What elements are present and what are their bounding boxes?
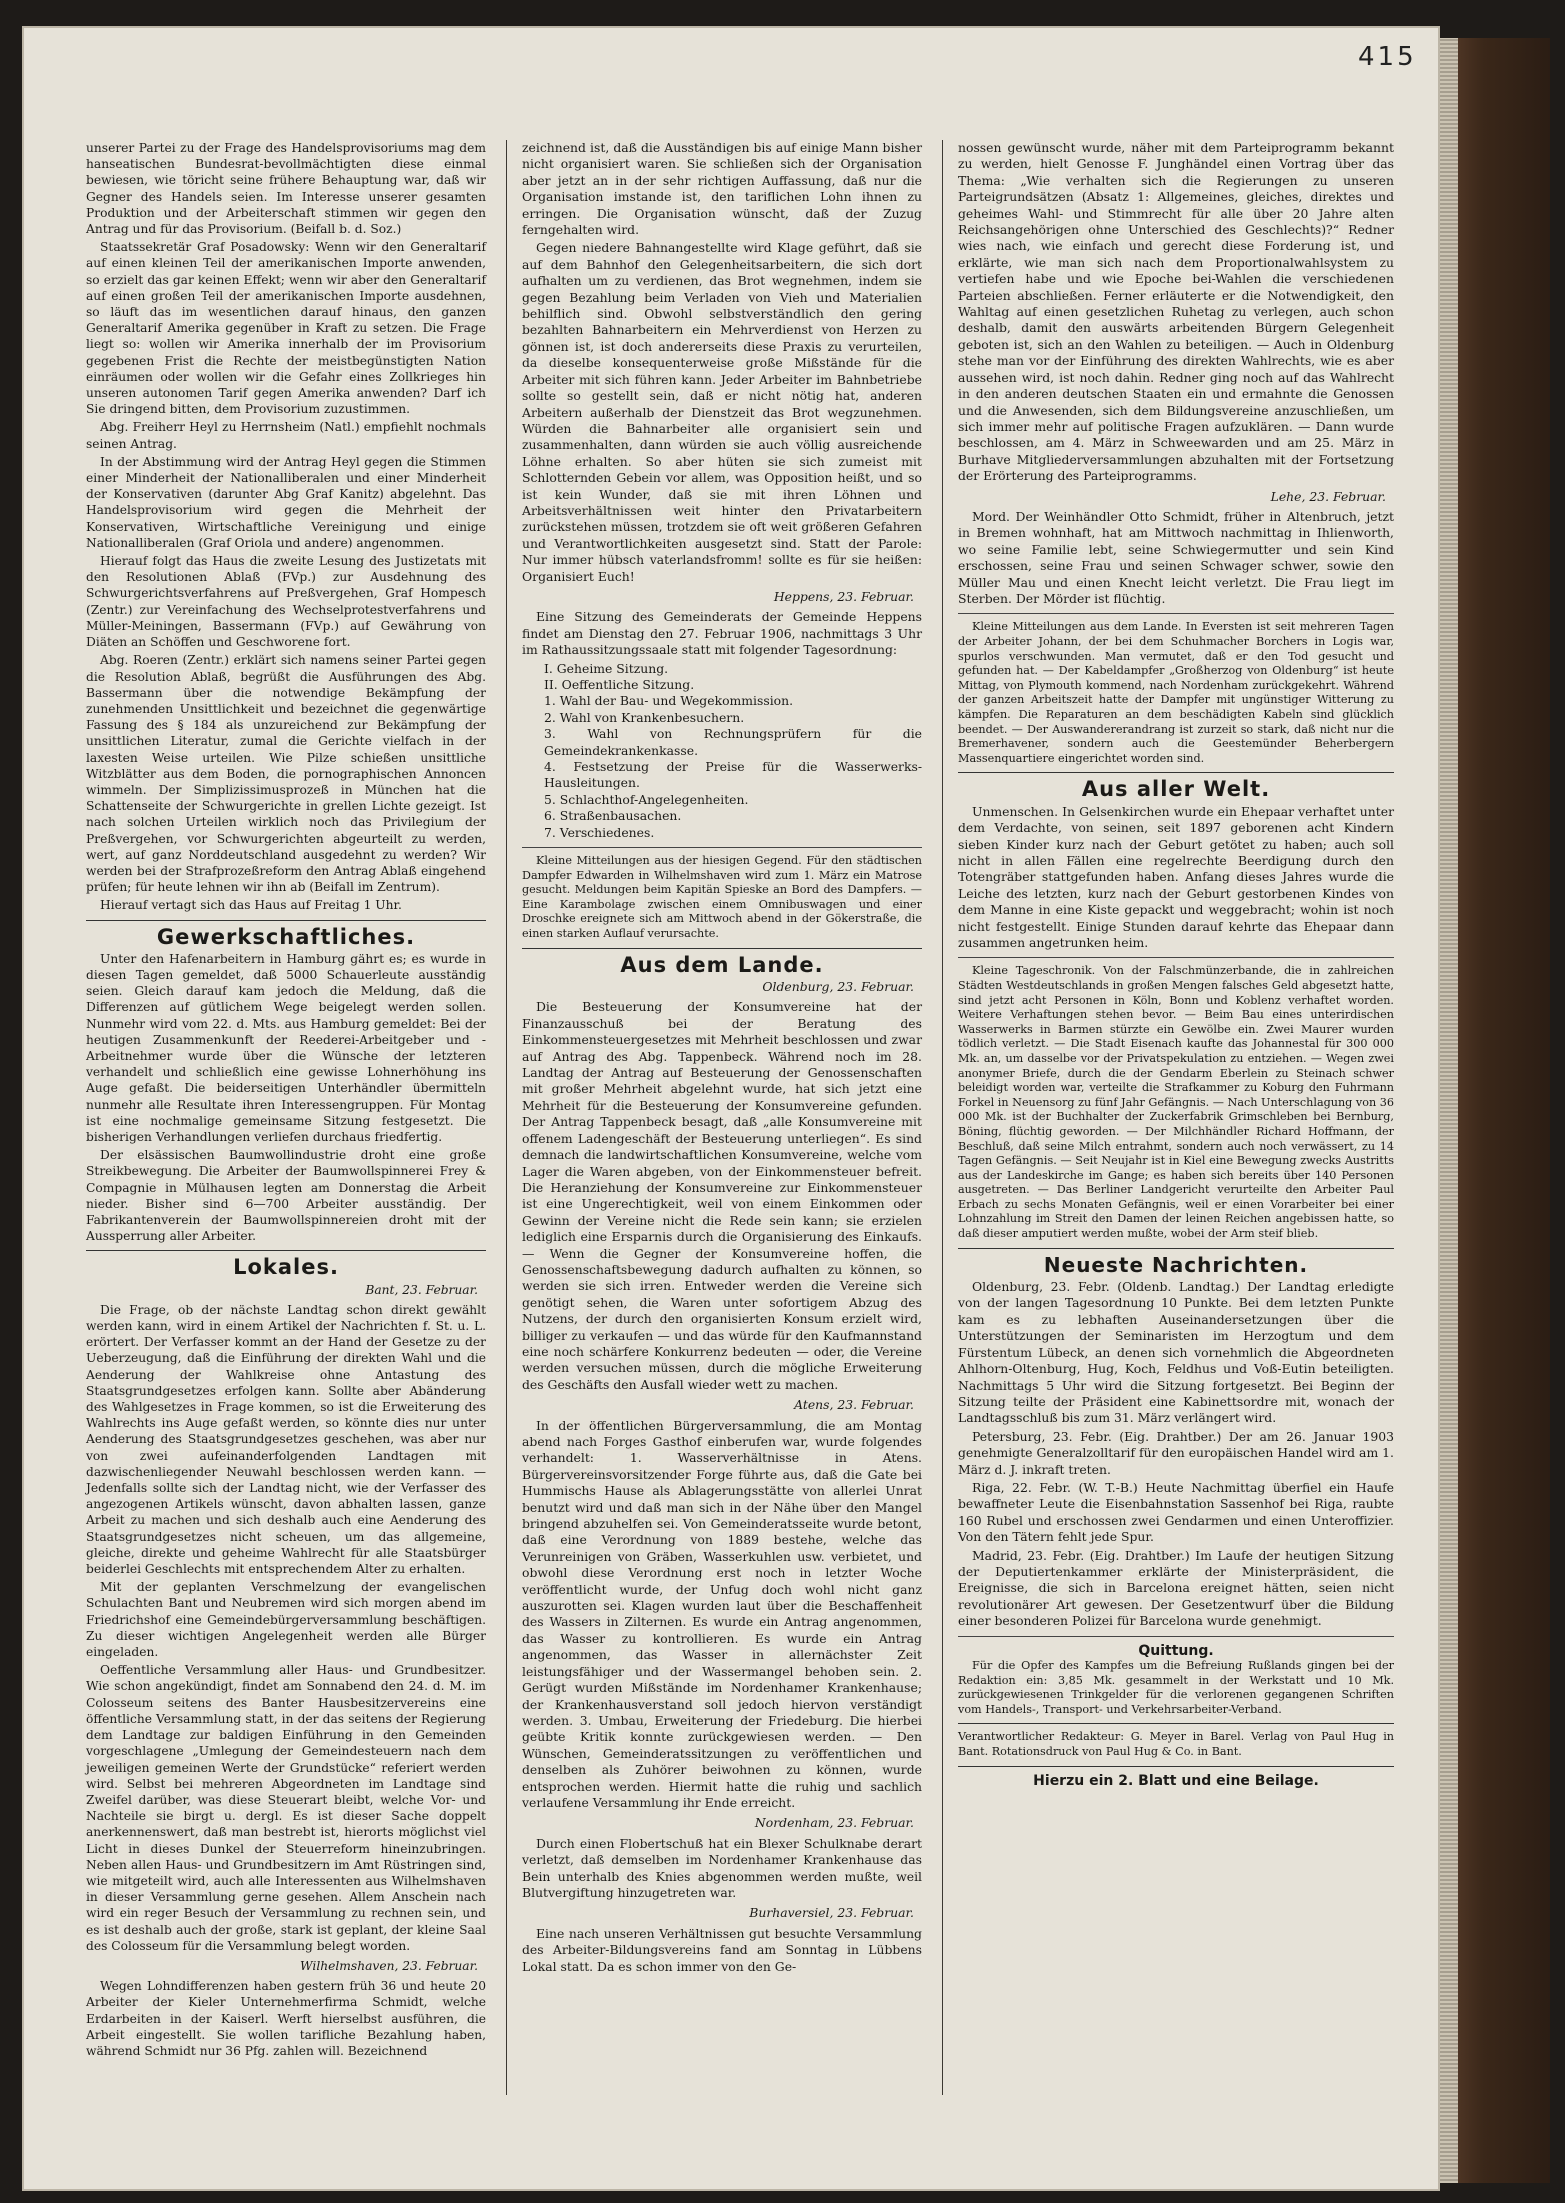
quittung-text: Für die Opfer des Kampfes um die Befreiung Rußlands gingen bei der Redaktion ein: 3,85 Mk. gesammelt in der Werkstatt und 10 Mk. zurückgewiesenen Trinkgelder für die verlorenen gegangenen Schriften vom Handels-, Transport- und Verkehrsarbeiter-Verband. <box>958 1659 1394 1716</box>
column-2 <box>522 140 922 1977</box>
column-3 <box>958 140 1394 1789</box>
section-rule <box>522 948 922 949</box>
section-heading-neueste-nachrichten: Neueste Nachrichten. <box>1043 1252 1309 1277</box>
article-paragraph: Staatssekretär Graf Posadowsky: Wenn wir den Generaltarif auf einen kleinen Teil der amerikanischen Importe anwenden, so erzielt das gar keinen Effekt; wenn wir aber den Generaltarif auf einen großen Teil der amerikanischen Importe ausdehnen, so läuft das im wesentlichen darauf hinaus, den ganzen Generaltarif Amerika gegenüber in Kraft zu setzen. Die Frage liegt so: wollen wir Amerika innerhalb der im Provisorium gegebenen Frist die Rechte der meistbegünstigten Nation einräumen oder wollen wir die Gefahr eines Zollkrieges hin unseren autonomen Tarif gegen Amerika anwenden? Darf ich Sie dringend bitten, dem Provisorium zuzustimmen. <box>86 240 486 417</box>
article-paragraph: Mord. Der Weinhändler Otto Schmidt, früher in Altenbruch, jetzt in Bremen wohnhaft, hat am Mittwoch nachmittag in Ihlienworth, wo seine Familie lebt, seine Schwiegermutter und sein Kind erschossen, seine Frau und seinen Schwager schwer, sowie den Müller Mau und einen Knecht leicht verletzt. Die Frau liegt im Sterben. Der Mörder ist flüchtig. <box>958 508 1394 606</box>
section-rule <box>86 920 486 921</box>
section-rule <box>86 1250 486 1251</box>
article-paragraph: Mit der geplanten Verschmelzung der evangelischen Schulachten Bant und Neubremen wird sich morgen abend im Friedrichshof eine Gemeindebürgerversammlung beschäftigen. Zu dieser wichtigen Angelegenheit werden alle Bürger eingeladen. <box>86 1580 486 1660</box>
page-edges <box>1440 38 1458 2183</box>
dateline: Nordenham, 23. Februar. <box>754 1815 914 1831</box>
article-paragraph: Abg. Roeren (Zentr.) erklärt sich namens seiner Partei gegen die Resolution Ablaß, begrüßt die Ausführungen des Abg. Bassermann über die notwendige Bekämpfung der zunehmenden Unsittlichkeit und bezeichnet die gegenwärtige Fassung des § 184 als unzureichend zur Bekämpfung der unsittlichen Literatur, zumal die Gerichte vielfach in der laxesten Weise urteilen. Wie Pilze schießen unsittliche Witzblätter aus dem Boden, die pornographischen Annoncen wimmeln. Der Simplizissimusprozeß in München hat die Schattenseite der Schwurgerichte in grellen Lichte gezeigt. Ist nach solchen Urteilen wirklich noch das Privilegium der Preßvergehen, vor Schwurgerichten abgeurteilt zu werden, wert, auf ganz Norddeutschland ausgedehnt zu werden? Wir werden bei der Strafprozeßreform den Antrag Ablaß eingehend prüfen; für heute lehnen wir ihn ab (Beifall im Zentrum). <box>86 653 486 895</box>
quittung-heading: Quittung. <box>1138 1642 1214 1659</box>
section-rule <box>522 847 922 848</box>
article-paragraph: Unter den Hafenarbeitern in Hamburg gährt es; es wurde in diesen Tagen gemeldet, daß 5000 Schauerleute ausständig seien. Gleich darauf kam jedoch die Meldung, daß die Differenzen auf gütlichem Wege beigelegt werden sollen. Nunmehr wird vom 22. d. Mts. aus Hamburg gemeldet: Bei der heutigen Zusammenkunft der Reederei-Arbeitgeber und -Arbeitnehmer wurde über die Wünsche der letzteren verhandelt und schließlich eine gewisse Lohnerhöhung ins Auge gefaßt. Die beiderseitigen Unterhändler übermitteln nunmehr alle Resultate ihren Interessengruppen. Für Montag ist eine nochmalige gemeinsame Sitzung festgesetzt. Die bisherigen Verhandlungen verliefen durchaus friedfertig. <box>86 951 486 1144</box>
section-heading-aus-aller-welt: Aus aller Welt. <box>1081 777 1271 802</box>
news-item: Oldenburg, 23. Febr. (Oldenb. Landtag.) Der Landtag erledigte von der langen Tagesordnung 10 Punkte. Bei dem letzten Punkte kam es zu lebhaften Auseinandersetzungen über die Unterstützungen der Seminaristen im Herzogtum und dem Fürstentum Lübeck, an denen sich vornehmlich die Abgeordneten Ahlhorn-Oltenburg, Hug, Koch, Feldhus und Voß-Eutin beteiligten. Nachmittags 5 Uhr wird die Sitzung fortgesetzt. Bei Beginn der Sitzung teilte der Präsident eine Kabinettsordre mit, wonach der Landtagsschluß bis zum 31. März verlängert wird. <box>958 1279 1394 1426</box>
article-paragraph: Die Frage, ob der nächste Landtag schon direkt gewählt werden kann, wird in einem Artikel der Nachrichten f. St. u. L. erörtert. Der Verfasser kommt an der Hand der Gesetze zu der Ueberzeugung, daß die Einführung der direkten Wahl und die Aenderung der Wahlkreise ohne Antastung des Staatsgrundgesetzes erfolgen kann. Sollte aber Abänderung des Wahlgesetzes in Frage kommen, so ist die Erweiterung des Wahlrechts ins Auge gefaßt werden, so könnte dies nur unter Aenderung des Staatsgrundgesetzes geschehen, was aber nur von zwei aufeinanderfolgenden Landtagen mit dazwischenliegender Neuwahl beschlossen werden kann. — Jedenfalls sollte sich der Landtag nicht, wie der Verfasser des angezogenen Artikels wünscht, davon abhalten lassen, ganze Arbeit zu machen und sich deshalb auch eine Aenderung des Staatsgrundgesetzes nicht scheuen, um das allgemeine, gleiche, direkte und geheime Wahlrecht für alle Staatsbürger beiderlei Geschlechts mit entsprechendem Alter zu erhalten. <box>86 1302 486 1577</box>
section-rule <box>958 1723 1394 1724</box>
article-paragraph: Der elsässischen Baumwollindustrie droht eine große Streikbewegung. Die Arbeiter der Baumwollspinnerei Frey & Compagnie in Mülhausen legten am Donnerstag die Arbeit nieder. Bisher sind 6—700 Arbeiter ausständig. Der Fabrikantenverein der Baumwollspinnereien droht mit der Aussperrung aller Arbeiter. <box>86 1148 486 1244</box>
agenda-item: 5. Schlachthof-Angelegenheiten. <box>544 791 749 807</box>
article-paragraph: Abg. Freiherr Heyl zu Herrnsheim (Natl.) empfiehlt nochmals seinen Antrag. <box>86 420 486 451</box>
section-rule <box>958 957 1394 958</box>
article-paragraph: In der öffentlichen Bürgerversammlung, die am Montag abend nach Forges Gasthof einberufen war, wurde folgendes verhandelt: 1. Wasserverhältnisse in Atens. Bürgervereinsvorsitzender Forge führte aus, daß die Gate bei Hummischs Hause als Ablagerungsstätte von allerlei Unrat benutzt wird und daß man sich in der Nähe über den Mangel bringend abzuhelfen sei. Von Gemeinderatsseite wurde betont, daß eine Verordnung von 1889 bestehe, welche das Verunreinigen von Gräben, Wasserkuhlen usw. verbietet, und obwohl diese Verordnung erst noch in letzter Woche veröffentlicht wurde, der Unfug doch wohl nicht ganz auszurotten sei. Klagen wurden laut über die Beschaffenheit des Wassers in Zilternen. Es wurde ein Antrag angenommen, das Wasser zu kontrollieren. Es wurde ein Antrag angenommen, das Wasser in allernächster Zeit leistungsfähiger und der Wassermangel behoben sein. 2. Gerügt wurden Mißstände im Nordenhamer Krankenhause; der Krankenhausverstand soll jedoch hiervon verständigt werden. 3. Umbau, Erweiterung der Friedeburg. Die hierbei geübte Kritik konnte zurückgewiesen werden. — Den Wünschen, Gemeinderatssitzungen zu veröffentlichen und denselben als Zuhörer beiwohnen zu können, wurde entsprochen werden. Hiermit hatte die ruhig und sachlich verlaufene Versammlung ihr Ende erreicht. <box>522 1417 922 1810</box>
agenda-item: II. Oeffentliche Sitzung. <box>544 677 695 692</box>
article-paragraph: Hierauf vertagt sich das Haus auf Freitag 1 Uhr. <box>100 898 402 913</box>
article-paragraph: Durch einen Flobertschuß hat ein Blexer Schulknabe derart verletzt, daß demselben im Nordenhamer Krankenhause das Bein unterhalb des Knies abgenommen werden mußte, weil Blutvergiftung hinzugetreten war. <box>522 1835 922 1900</box>
column-1 <box>86 140 486 2061</box>
dateline: Atens, 23. Februar. <box>794 1397 914 1413</box>
dateline: Heppens, 23. Februar. <box>773 588 914 604</box>
news-item: Riga, 22. Febr. (W. T.-B.) Heute Nachmittag überfiel ein Haufe bewaffneter Leute die Eisenbahnstation Sassenhof bei Riga, raubte 160 Rubel und erschossen zwei Gendarmen und einen Unteroffizier. Von den Tätern fehlt jede Spur. <box>958 1479 1394 1545</box>
article-paragraph: Eine Sitzung des Gemeinderats der Gemeinde Heppens findet am Dienstag den 27. Februar 1906, nachmittags 3 Uhr im Rathaussitzungssaale statt mit folgender Tagesordnung: <box>522 609 922 658</box>
article-paragraph: Gegen niedere Bahnangestellte wird Klage geführt, daß sie auf dem Bahnhof den Gelegenheitsarbeitern, die sich dort aufhalten um zu verdienen, das Brot wegnehmen, indem sie gegen Bezahlung beim Verladen von Vieh und Materialien behilflich sind. Obwohl selbstverständlich den gering bezahlten Bahnarbeitern ein Mehrverdienst von Herzen zu gönnen ist, ist doch andererseits diese Praxis zu verurteilen, da dieselbe konsequenterweise große Mißstände für die Arbeiter mit sich führen kann. Jeder Arbeiter im Bahnbetriebe sollte so gestellt sein, daß er nicht nötig hat, anderen Arbeitern außerhalb der Dienstzeit das Brot wegzunehmen. Würden die Bahnarbeiter alle organisiert sein und zusammenhalten, dann würden sie auch völlig ausreichende Löhne erhalten. So aber hüten sie sich zumeist mit Schlotternden Gebein vor allem, was Opposition heißt, und so ist kein Wunder, daß sie mit ihren Löhnen und Arbeitsverhältnissen weit hinter den Privatarbeitern zurückstehen müssen, trotzdem sie oft weit größeren Gefahren und Verantwortlichkeiten ausgesetzt sind. Statt der Parole: Nur immer hübsch vaterlandsfromm! sollte es für sie heißen: Organisiert Euch! <box>522 240 922 584</box>
article-paragraph: Kleine Mitteilungen aus der hiesigen Gegend. Für den städtischen Dampfer Edwarden in Wilhelmshaven wird zum 1. März ein Matrose gesucht. Meldungen beim Kapitän Spieske an Bord des Dampfers. — Eine Karambolage zwischen einem Omnibuswagen und einer Droschke ereignete sich am Mittwoch abend in der Gökerstraße, die einen starken Auflauf verursachte. <box>522 854 922 941</box>
section-rule <box>958 1636 1394 1637</box>
article-paragraph: Unmenschen. In Gelsenkirchen wurde ein Ehepaar verhaftet unter dem Verdachte, von seinen, seit 1897 geborenen acht Kindern sieben Kinder kurz nach der Geburt getötet zu haben; auch soll nicht in allen Fällen eine regelrechte Beerdigung durch den Totengräber stattgefunden haben. Anfang dieses Jahres wurde die Leiche des letzten, kurz nach der Geburt gestorbenen Kindes von dem Manne in eine Kiste gepackt und weggebracht; wohin ist noch nicht festgestellt. Einige Stunden darauf kehrte das Ehepaar dann zusammen angetrunken heim. <box>958 803 1394 950</box>
section-heading-lokales: Lokales. <box>233 1255 339 1280</box>
column-divider <box>942 140 943 2095</box>
article-paragraph: Die Besteuerung der Konsumvereine hat der Finanzausschuß bei der Beratung des Einkommensteuergesetzes mit Mehrheit beschlossen und zwar auf Antrag des Abg. Tappenbeck. Während noch im 28. Landtag der Antrag auf Besteuerung der Genossenschaften mit großer Mehrheit abgelehnt wurde, hat sich jetzt eine Mehrheit für die Besteuerung der Konsumvereine gefunden. Der Antrag Tappenbeck besagt, daß „alle Konsumvereine mit offenem Ladengeschäft der Besteuerung unterliegen“. Es sind demnach die landwirtschaftlichen Konsumvereine, welche vom Lager die Waren abgeben, von der Einkommensteuer befreit. Die Heranziehung der Konsumvereine zur Einkommensteuer ist eine Ungerechtigkeit, weil von einem Einkommen oder Gewinn der Vereine nicht die Rede sein kann; sie erzielen lediglich eine Ersparnis durch die Organisierung des Einkaufs. — Wenn die Gegner der Konsumvereine hoffen, die Genossenschaftsbewegung dadurch aufhalten zu können, so werden sie sich irren. Entweder werden die Vereine sich genötigt sehen, die Waren unter sofortigem Abzug des Nutzens, der durch den organisierten Konsum erzielt wird, billiger zu verkaufen — und das würde für den Kaufmannstand eine noch schärfere Konkurrenz bedeuten — oder, die Vereine werden versuchen müssen, durch die mögliche Erweiterung des Geschäfts den Ausfall wieder wett zu machen. <box>522 999 922 1392</box>
agenda-item: 1. Wahl der Bau- und Wegekommission. <box>544 693 794 709</box>
supplement-note: Hierzu ein 2. Blatt und eine Beilage. <box>1033 1772 1319 1789</box>
agenda-list <box>544 661 922 841</box>
agenda-item: I. Geheime Sitzung. <box>544 660 669 676</box>
agenda-item: 7. Verschiedenes. <box>544 824 655 840</box>
dateline: Bant, 23. Februar. <box>365 1282 478 1297</box>
article-paragraph: nossen gewünscht wurde, näher mit dem Parteiprogramm bekannt zu werden, hielt Genosse F. Junghändel einen Vortrag über das Thema: „Wie verhalten sich die Regierungen zu unseren Parteigrundsätzen (Absatz 1: Allgemeines, gleiches, direktes und geheimes Wahl- und Stimmrecht für alle über 20 Jahre alten Reichsangehörigen ohne Unterschied des Geschlechts)?“ Redner wies nach, wie einfach und gerecht diese Forderung ist, und erklärte, wie man sich nach dem Proportionalwahlsystem zu vertiefen habe und wie Epoche bei-Wahlen die verschiedenen Parteien abschließen. Ferner erläuterte er die Notwendigkeit, den Wahltag auf einen gesetzlichen Ruhetag zu verlegen, auch schon deshalb, damit den auswärts arbeitenden Bürgern Gelegenheit geboten ist, sich an den Wahlen zu beteiligen. — Auch in Oldenburg stehe man vor der Einführung des direkten Wahlrechts, wie es aber aussehen wird, ist noch dahin. Redner ging noch auf das Wahlrecht in den anderen deutschen Staaten ein und ermahnte die Genossen und die Anwesenden, sich dem Bildungsvereine anzuschließen, um sich immer mehr auf politische Fragen aufzuklären. — Dann wurde beschlossen, am 4. März in Schweewarden und am 25. März in Burhave Mitgliederversammlungen abzuhalten mit der Fortsetzung der Erörterung des Parteiprogramms. <box>958 140 1394 484</box>
article-paragraph: Wegen Lohndifferenzen haben gestern früh 36 und heute 20 Arbeiter der Kieler Unternehmerfirma Schmidt, welche Erdarbeiten in der Kaiserl. Werft hierselbst ausführen, die Arbeit eingestellt. Sie wollen tarifliche Bezahlung haben, während Schmidt nur 36 Pfg. zahlen will. Bezeichnend <box>86 1979 486 2058</box>
article-paragraph: Oeffentliche Versammlung aller Haus- und Grundbesitzer. Wie schon angekündigt, findet am Sonnabend den 24. d. M. im Colosseum seitens des Banter Hausbesitzervereins eine öffentliche Versammlung statt, in der das seitens der Regierung dem Landtage zur baldigen Einführung in den Gemeinden vorgeschlagene „Umlegung der Gemeindesteuern nach dem jeweiligen gemeinen Werte der Grundstücke“ referiert werden wird. Selbst bei mehreren Abgeordneten im Landtage sind Zweifel darüber, was diese Steuerart bleibt, welche Vor- und Nachteile sie birgt u. dergl. Es ist dieser Sache doppelt anerkennenswert, daß man bestrebt ist, hierorts möglichst viel Licht in dieses Dunkel der Steuerreform hineinzubringen. Neben allen Haus- und Grundbesitzern im Amt Rüstringen sind, wie mitgeteilt wird, auch alle Interessenten aus Wilhelmshaven in dieser Versammlung gerne gesehen. Allem Anschein nach wird ein reger Besuch der Versammlung zu rechnen sein, und es ist deshalb auch der große, stark ist geplant, der kleine Saal des Colosseum für die Versammlung belegt worden. <box>86 1663 486 1953</box>
agenda-item: 2. Wahl von Krankenbesuchern. <box>544 709 745 725</box>
article-paragraph: Hierauf folgt das Haus die zweite Lesung des Justizetats mit den Resolutionen Ablaß (FVp.) zur Ausdehnung des Schwurgerichtsverfahrens auf Preßvergehen, Graf Hompesch (Zentr.) zur Vereinfachung des Wechselprotestverfahrens und Müller-Meiningen, Bassermann (FVp.) auf Gewährung von Diäten an Schöffen und Geschworene fort. <box>86 554 486 650</box>
page-number: 415 <box>1358 42 1417 72</box>
dateline: Lehe, 23. Februar. <box>1270 488 1386 504</box>
agenda-item: 4. Festsetzung der Preise für die Wasserwerks-Hausleitungen. <box>544 759 922 791</box>
section-rule <box>958 1766 1394 1767</box>
column-divider <box>506 140 507 2095</box>
section-rule <box>958 772 1394 773</box>
agenda-item: 3. Wahl von Rechnungsprüfern für die Gemeindekrankenkasse. <box>544 726 922 758</box>
imprint: Verantwortlicher Redakteur: G. Meyer in Barel. Verlag von Paul Hug in Bant. Rotationsdruck von Paul Hug & Co. in Bant. <box>958 1730 1394 1758</box>
dateline: Oldenburg, 23. Februar. <box>762 979 914 995</box>
news-item: Petersburg, 23. Febr. (Eig. Drahtber.) Der am 26. Januar 1903 genehmigte Generalzolltarif für den europäischen Handel wird am 1. März d. J. inkraft treten. <box>958 1428 1394 1477</box>
article-paragraph: unserer Partei zu der Frage des Handelsprovisoriums mag dem hanseatischen Bundesrat-bevollmächtigten diese einmal bewiesen, wie töricht seine frühere Behauptung war, daß wir Gegner des Handels seien. Im Interesse unserer gesamten Produktion und der Arbeiterschaft stimmen wir gegen den Antrag und für das Provisorium. (Beifall b. d. Soz.) <box>86 141 486 237</box>
agenda-item: 6. Straßenbausachen. <box>544 808 682 824</box>
dateline: Wilhelmshaven, 23. Februar. <box>300 1958 478 1973</box>
article-paragraph: zeichnend ist, daß die Ausständigen bis auf einige Mann bisher nicht organisiert waren. Sie schließen sich der Organisation aber jetzt an in der sehr richtigen Auffassung, daß nur die Organisation imstande ist, den tariflichen Lohn ihnen zu erringen. Die Organisation wünscht, daß der Zuzug ferngehalten wird. <box>522 140 922 238</box>
news-item: Madrid, 23. Febr. (Eig. Drahtber.) Im Laufe der heutigen Sitzung der Deputiertenkammer erklärte der Ministerpräsident, die Ereignisse, die sich in Barcelona ereignet hätten, seien nicht revolutionärer Art gewesen. Der Gesetzentwurf über die Bildung einer besonderen Polizei für Barcelona wurde genehmigt. <box>958 1547 1394 1629</box>
dateline: Burhaversiel, 23. Februar. <box>749 1905 914 1921</box>
article-paragraph: Kleine Mitteilungen aus dem Lande. In Eversten ist seit mehreren Tagen der Arbeiter Johann, der bei dem Schuhmacher Borchers in Logis war, spurlos verschwunden. Man vermutet, daß er den Tod gesucht und gefunden hat. — Der Kabeldampfer „Großherzog von Oldenburg“ ist heute Mittag, von Plymouth kommend, nach Nordenham zurückgekehrt. Während der ganzen Arbeitszeit hatte der Dampfer mit ungünstiger Witterung zu kämpfen. Die Reparaturen an dem beschädigten Kabeln sind glücklich beendet. — Der Auswandererandrang ist zurzeit so stark, daß nicht nur die Bremerhavener, sondern auch die Geestemünder Beherbergern Massenquartiere eingerichtet worden sind. <box>958 620 1394 765</box>
section-rule <box>958 1248 1394 1249</box>
section-rule <box>958 613 1394 614</box>
section-heading-aus-dem-lande: Aus dem Lande. <box>620 952 824 977</box>
article-paragraph: In der Abstimmung wird der Antrag Heyl gegen die Stimmen einer Minderheit der Nationalliberalen und einer Minderheit der Konservativen (darunter Abg Graf Kanitz) abgelehnt. Das Handelsprovisorium wird gegen die Mehrheit der Konservativen, Wirtschaftliche Vereinigung und einige Nationalliberalen (Graf Oriola und andere) angenommen. <box>86 454 486 550</box>
article-paragraph: Eine nach unseren Verhältnissen gut besuchte Versammlung des Arbeiter-Bildungsvereins fand am Sonntag in Lübbens Lokal statt. Da es schon immer von den Ge- <box>522 1925 922 1974</box>
section-heading-gewerkschaftliches: Gewerkschaftliches. <box>156 924 416 949</box>
article-paragraph: Kleine Tageschronik. Von der Falschmünzerbande, die in zahlreichen Städten Westdeutschlands in großen Mengen falsches Geld abgesetzt hatte, sind jetzt acht Personen in Köln, Bonn und Koblenz verhaftet worden. Weitere Verhaftungen stehen bevor. — Beim Bau eines unterirdischen Wasserwerks in Barmen stürzte ein Gewölbe ein. Zwei Maurer wurden tödlich verletzt. — Die Stadt Eisenach kaufte das Johannestal für 300 000 Mk. an, um dasselbe vor der Privatspekulation zu entziehen. — Wegen zwei anonymer Briefe, durch die der Gendarm Eberlein zu Steinach schwer beleidigt worden war, verteilte die Strafkammer zu Koburg den Fuhrmann Forkel in Neuensorg zu fünf Jahr Gefängnis. — Nach Unterschlagung von 36 000 Mk. ist der Buchhalter der Zuckerfabrik Grimschleben bei Bernburg, Böning, flüchtig geworden. — Der Milchhändler Richard Hoffmann, der Beschluß, daß seine Milch entrahmt, sondern auch noch verwässert, zu 14 Tagen Gefängnis. — Seit Neujahr ist in Kiel eine Bewegung zwecks Austritts aus der Landeskirche im Gange; es haben sich bereits über 140 Personen ausgetreten. — Das Berliner Landgericht verurteilte den Arbeiter Paul Erbach zu sechs Monaten Gefängnis, weil er einen Vorarbeiter bei einer Lohnzahlung im Streit den Damen der leinen Reichen angebissen hatte, so daß dieser amputiert werden mußte, wobei der Arm steif blieb. <box>958 964 1394 1241</box>
